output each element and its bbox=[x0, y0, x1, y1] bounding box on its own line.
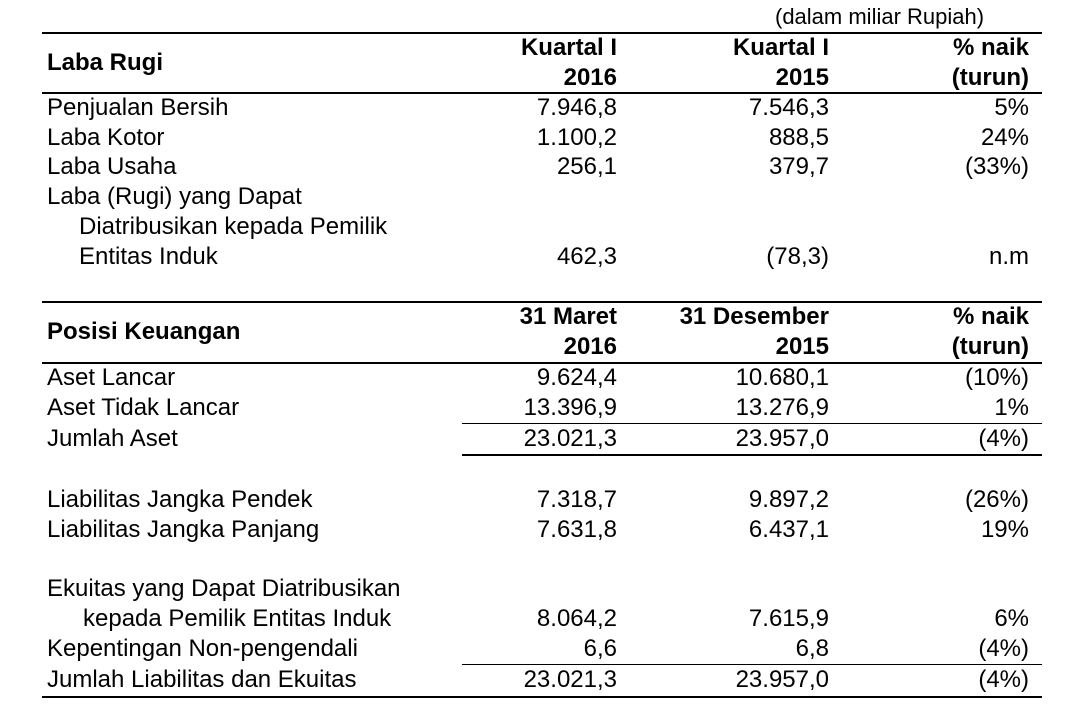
row-label: Liabilitas Jangka Pendek bbox=[47, 486, 313, 513]
row-value: 7.631,8 bbox=[536, 516, 617, 543]
table-row bbox=[47, 152, 1037, 182]
row-label: Aset Tidak Lancar bbox=[47, 394, 240, 421]
table-row-label-line1 bbox=[47, 182, 1037, 212]
row-value: 13.396,9 bbox=[523, 394, 617, 421]
income-col1-line2: 2016 bbox=[563, 64, 617, 91]
row-value: 1% bbox=[994, 394, 1029, 421]
row-label: Liabilitas Jangka Panjang bbox=[47, 516, 320, 543]
position-col3-line1: % naik bbox=[952, 303, 1029, 330]
row-value: (33%) bbox=[964, 153, 1029, 180]
income-col2-line2: 2015 bbox=[775, 64, 829, 91]
bottom-rule bbox=[42, 696, 1042, 698]
row-value: 23.957,0 bbox=[735, 666, 829, 693]
row-label: Laba (Rugi) yang Dapat bbox=[47, 183, 302, 210]
row-value: 9.897,2 bbox=[748, 486, 829, 513]
row-value: 7.615,9 bbox=[748, 605, 829, 632]
position-col1-line1: 31 Maret bbox=[519, 303, 617, 330]
table-row bbox=[47, 93, 1037, 123]
row-value: 7.318,7 bbox=[536, 486, 617, 513]
table-row bbox=[47, 515, 1037, 545]
table-row bbox=[47, 123, 1037, 153]
row-value: 462,3 bbox=[556, 243, 617, 270]
position-col1-line2: 2016 bbox=[563, 333, 617, 360]
row-value: 6,8 bbox=[795, 635, 829, 662]
row-label: Kepentingan Non-pengendali bbox=[47, 635, 358, 662]
row-value: 7.546,3 bbox=[748, 94, 829, 121]
position-col3-line2: (turun) bbox=[951, 333, 1029, 360]
row-value: 24% bbox=[980, 124, 1029, 151]
row-label: Jumlah Liabilitas dan Ekuitas bbox=[47, 666, 357, 693]
row-label: Laba Kotor bbox=[47, 124, 165, 151]
row-value: 23.957,0 bbox=[735, 425, 829, 452]
table-row bbox=[47, 424, 1037, 454]
table-row bbox=[47, 604, 1037, 634]
row-value: (4%) bbox=[978, 425, 1029, 452]
position-title: Posisi Keuangan bbox=[47, 318, 241, 345]
row-value: 7.946,8 bbox=[536, 94, 617, 121]
position-col2-line2: 2015 bbox=[775, 333, 829, 360]
row-value: 5% bbox=[994, 94, 1029, 121]
total-rule bbox=[462, 454, 1042, 456]
unit-note: (dalam miliar Rupiah) bbox=[775, 4, 985, 29]
row-value: 19% bbox=[980, 516, 1029, 543]
row-value: 9.624,4 bbox=[536, 364, 617, 391]
row-label: Diatribusikan kepada Pemilik bbox=[79, 213, 388, 240]
row-label: Entitas Induk bbox=[79, 243, 218, 270]
row-value: 13.276,9 bbox=[735, 394, 829, 421]
table-row bbox=[47, 634, 1037, 664]
table-row bbox=[47, 242, 1037, 272]
row-label: Ekuitas yang Dapat Diatribusikan bbox=[47, 575, 401, 602]
table-row bbox=[47, 485, 1037, 515]
row-value: 10.680,1 bbox=[735, 364, 829, 391]
row-value: 256,1 bbox=[556, 153, 617, 180]
row-value: (4%) bbox=[978, 635, 1029, 662]
row-label: Aset Lancar bbox=[47, 364, 176, 391]
row-value: (78,3) bbox=[766, 243, 829, 270]
table-row-label-line2 bbox=[47, 212, 1037, 242]
position-col2-line1: 31 Desember bbox=[679, 303, 829, 330]
row-value: (26%) bbox=[964, 486, 1029, 513]
row-value: 379,7 bbox=[768, 153, 829, 180]
row-value: 6,6 bbox=[583, 635, 617, 662]
row-value: 8.064,2 bbox=[536, 605, 617, 632]
income-title: Laba Rugi bbox=[47, 49, 164, 76]
income-col2-line1: Kuartal I bbox=[732, 34, 829, 61]
table-row bbox=[47, 363, 1037, 393]
row-value: n.m bbox=[988, 243, 1029, 270]
income-col3-line2: (turun) bbox=[951, 64, 1029, 91]
row-label: Laba Usaha bbox=[47, 153, 177, 180]
table-row bbox=[47, 665, 1037, 695]
row-value: 6% bbox=[994, 605, 1029, 632]
income-col1-line1: Kuartal I bbox=[520, 34, 617, 61]
table-row-label-line1 bbox=[47, 574, 1037, 604]
row-value: (10%) bbox=[964, 364, 1029, 391]
table-row bbox=[47, 393, 1037, 423]
row-value: 23.021,3 bbox=[523, 666, 617, 693]
income-col3-line1: % naik bbox=[952, 34, 1029, 61]
row-value: 888,5 bbox=[768, 124, 829, 151]
row-label: Jumlah Aset bbox=[47, 425, 178, 452]
row-label: kepada Pemilik Entitas Induk bbox=[83, 605, 392, 632]
row-value: 1.100,2 bbox=[536, 124, 617, 151]
row-value: 6.437,1 bbox=[748, 516, 829, 543]
row-value: 23.021,3 bbox=[523, 425, 617, 452]
row-value: (4%) bbox=[978, 666, 1029, 693]
row-label: Penjualan Bersih bbox=[47, 94, 229, 121]
